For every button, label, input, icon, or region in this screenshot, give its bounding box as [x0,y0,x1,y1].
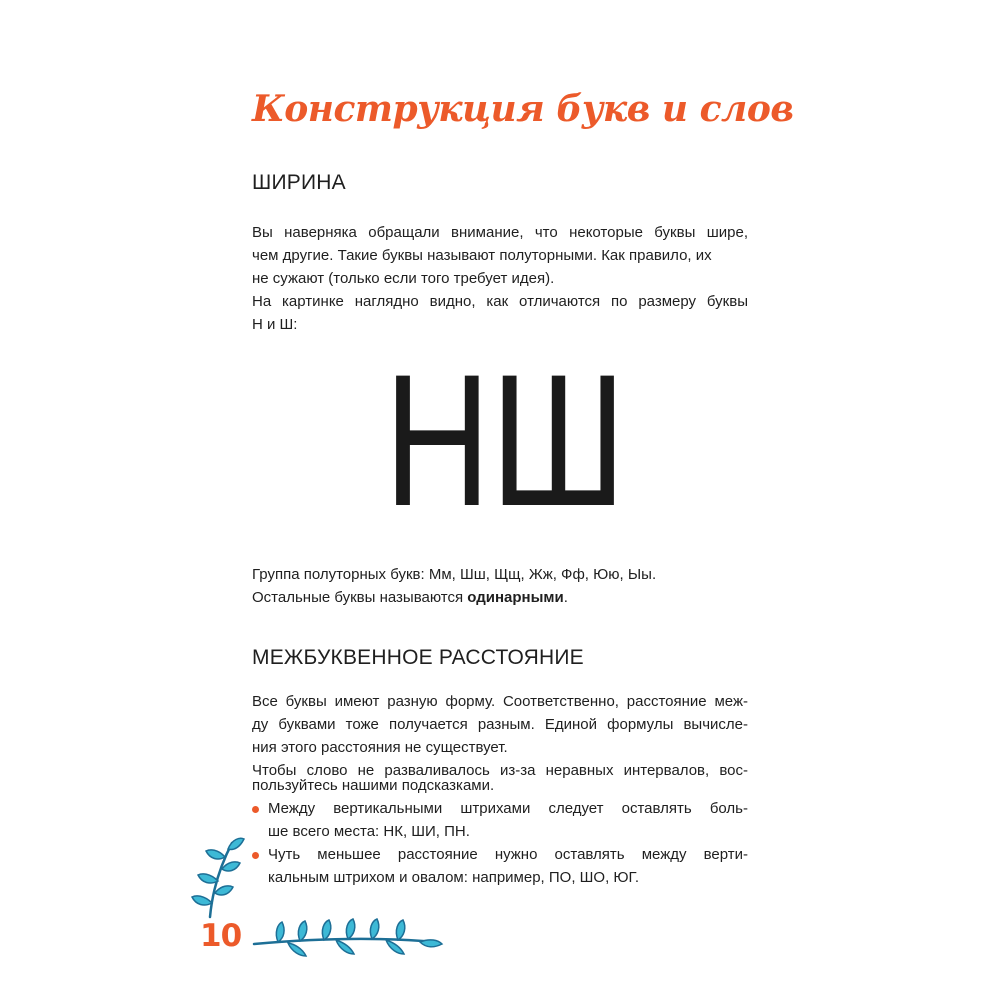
width-group-paragraph [252,563,748,609]
spacing-intro-paragraph [252,690,748,782]
page-title: Конструкция букв и слов [252,88,794,130]
spacing-bullet-list [252,774,748,889]
page-number: 10 [200,918,242,954]
letters-n-sh: НШ [384,335,626,545]
text-line: пользуйтесь нашими подсказками. [252,777,495,794]
text-line: чем другие. Такие буквы называют полуторными. Как правило, их [252,247,712,264]
others-bold-term: одинарными [467,589,564,606]
text-line: кальным штрихом и овалом: например, ПО, ШО, ЮГ. [268,869,640,886]
list-item [252,843,748,889]
text-line: Чуть меньшее расстояние нужно оставлять между верти- [268,846,748,863]
text-line: ше всего места: НК, ШИ, ПН. [268,823,470,840]
text-line: Чтобы слово не разваливалось из-за неравных интервалов, вос- [252,762,748,779]
bullet-dot-icon [252,806,259,813]
text-line: Вы наверняка обращали внимание, что некоторые буквы шире, [252,224,748,241]
text-line: Между вертикальными штрихами следует оставлять боль- [268,800,748,817]
text-line: ду буквами тоже получается разным. Единой формулы вычисле- [252,716,748,733]
leaf-branch-icon [248,912,448,962]
section-heading-width: ШИРИНА [252,171,346,194]
text-line: не сужают (только если того требует идея). [252,270,555,287]
width-intro-paragraph [252,221,748,336]
leaf-branch-icon [188,835,248,920]
text-line: ния этого расстояния не существует. [252,739,508,756]
others-prefix: Остальные буквы называются [252,589,468,606]
text-line: Н и Ш: [252,316,298,333]
bullet-dot-icon [252,852,259,859]
section-heading-spacing: МЕЖБУКВЕННОЕ РАССТОЯНИЕ [252,646,584,669]
text-line: На картинке наглядно видно, как отличаются по размеру буквы [252,293,748,310]
list-item [252,797,748,843]
text-line: Все буквы имеют разную форму. Соответственно, расстояние меж- [252,693,748,710]
others-suffix: . [563,589,568,606]
letters-illustration [380,335,630,545]
text-line: Группа полуторных букв: Мм, Шш, Щщ, Жж, Фф, Юю, Ыы. [252,566,657,583]
text-line [252,586,748,609]
